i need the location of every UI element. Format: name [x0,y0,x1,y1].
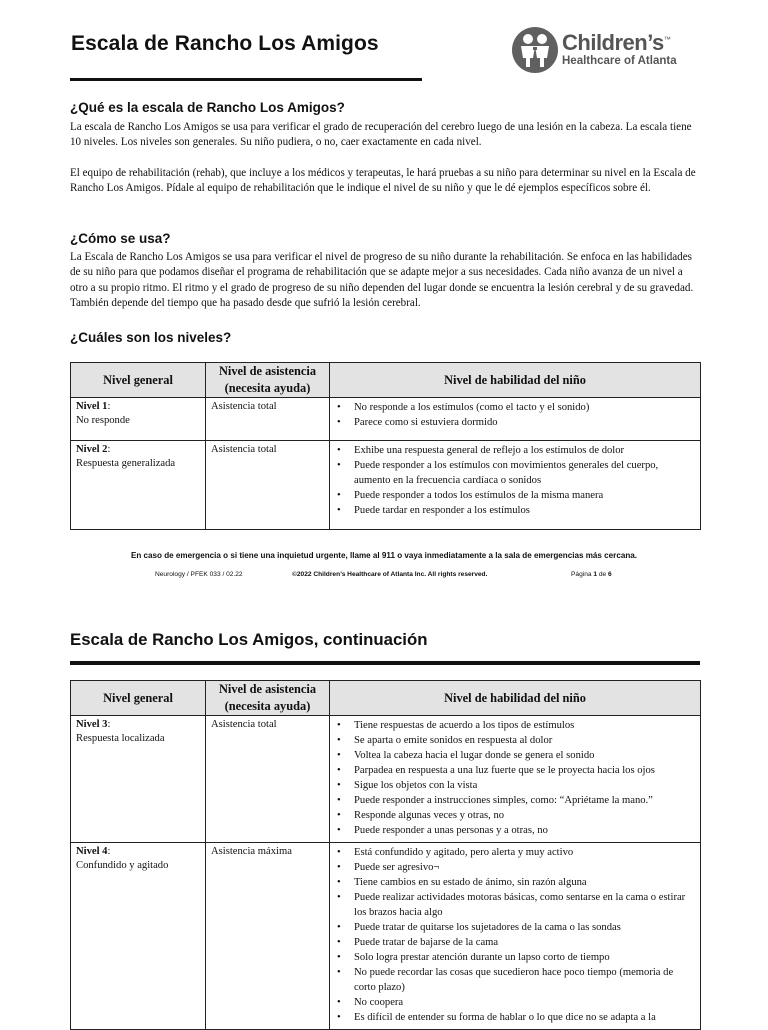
copyright: ©2022 Children’s Healthcare of Atlanta Inc. All rights reserved. [292,571,488,578]
list-item: • Puede responder a todos los estímulos de la misma manera [335,488,695,503]
list-item: • Puede responder a unas personas y a otras, no [335,823,695,838]
list-item: • Responde algunas veces y otras, no [335,808,695,823]
list-item: • Tiene cambios en su estado de ánimo, sin razón alguna [335,875,695,890]
level-label: Nivel 1 [76,401,108,412]
level-cell: Nivel 2: Respuesta generalizada [71,441,206,530]
table-row [71,716,701,843]
table-header-row [71,363,701,398]
level-description: Confundido y agitado [76,860,169,871]
title-rule [70,78,422,81]
list-item: • Puede ser agresivo¬ [335,860,695,875]
what-paragraph-2: El equipo de rehabilitación (rehab), que incluye a los médicos y terapeutas, le hará pruebas a su niño para determinar su nivel en la Escala de Rancho Los Amigos. Pídale al equipo de rehabilitación que le indique el nivel de su niño y que le dé ejemplos específicos sobre él. [70,167,696,195]
continuation-title: Escala de Rancho Los Amigos, continuación [70,630,428,649]
list-item: • Puede tardar en responder a los estímulos [335,503,695,518]
list-item: • Es difícil de entender su forma de hablar o lo que dice no se adapta a la [335,1010,695,1025]
list-item: • Sigue los objetos con la vista [335,778,695,793]
page-number: 1 [593,571,598,578]
logo-name: Children’s [562,30,664,55]
page-total: 6 [608,571,612,578]
table-row [71,843,701,1030]
assistance-cell: Asistencia total [206,716,330,843]
list-item: • Puede responder a los estímulos con movimientos generales del cuerpo, aumento en la frecuencia cardíaca o sonidos [335,458,695,488]
list-item: • Exhibe una respuesta general de reflejo a los estímulos de dolor [335,443,695,458]
level-cell: Nivel 4: Confundido y agitado [71,843,206,1030]
continuation-rule [70,661,700,665]
header-nivel-asistencia: Nivel de asistencia (necesita ayuda) [206,363,330,398]
level-label: Nivel 2 [76,444,108,455]
level-description: Respuesta localizada [76,733,165,744]
emergency-notice: En caso de emergencia o si tiene una inquietud urgente, llame al 911 o vaya inmediatamente a la sala de emergencias más cercana. [130,551,638,560]
assistance-cell: Asistencia máxima [206,843,330,1030]
childrens-healthcare-logo [512,27,702,75]
list-item: • Puede tratar de quitarse los sujetadores de la cama o las sondas [335,920,695,935]
list-item: • No puede recordar las cosas que sucedieron hace poco tiempo (memoria de corto plazo) [335,965,695,995]
header-nivel-general: Nivel general [71,363,206,398]
header-nivel-habilidad: Nivel de habilidad del niño [330,681,701,716]
page-title: Escala de Rancho Los Amigos [71,32,379,55]
page-prefix: Página [571,571,594,578]
list-item: • Está confundido y agitado, pero alerta y muy activo [335,845,695,860]
list-item: • No responde a los estímulos (como el tacto y el sonido) [335,400,695,415]
level-description: Respuesta generalizada [76,458,176,469]
document-code: Neurology / PFEK 033 / 02.22 [155,571,243,578]
header-nivel-habilidad: Nivel de habilidad del niño [330,363,701,398]
abilities-cell [330,716,701,843]
assistance-cell: Asistencia total [206,398,330,441]
list-item: • Solo logra prestar atención durante un lapso corto de tiempo [335,950,695,965]
levels-heading: ¿Cuáles son los niveles? [70,330,232,345]
list-item: • No coopera [335,995,695,1010]
level-label: Nivel 4 [76,846,108,857]
logo-trademark: ™ [663,36,671,44]
abilities-cell [330,398,701,441]
list-item: • Voltea la cabeza hacia el lugar donde se genera el sonido [335,748,695,763]
table-row [71,441,701,530]
levels-table-page-2 [70,680,701,1030]
list-item: • Puede tratar de bajarse de la cama [335,935,695,950]
how-heading: ¿Cómo se usa? [70,231,171,246]
logo-subtitle: Healthcare of Atlanta [562,55,677,67]
page-indicator [571,571,612,578]
table-header-row [71,681,701,716]
children-figures-icon [512,27,558,73]
page-of: de [597,571,609,578]
list-item: • Puede realizar actividades motoras básicas, como sentarse en la cama o estirar los brazos hacia algo [335,890,695,920]
list-item: • Parece como si estuviera dormido [335,415,695,430]
header-nivel-asistencia: Nivel de asistencia (necesita ayuda) [206,681,330,716]
assistance-cell: Asistencia total [206,441,330,530]
what-paragraph-1: La escala de Rancho Los Amigos se usa para verificar el grado de recuperación del cerebro luego de una lesión en la cabeza. La escala tiene 10 niveles. Los niveles son generales. Su niño pudiera, o no, caer exactamente en cada nivel. [70,121,692,149]
list-item: • Tiene respuestas de acuerdo a los tipos de estímulos [335,718,695,733]
levels-table-page-1 [70,362,701,530]
list-item: • Se aparta o emite sonidos en respuesta al dolor [335,733,695,748]
children-figures-logo-icon [512,27,558,73]
level-cell: Nivel 1: No responde [71,398,206,441]
how-paragraph: La Escala de Rancho Los Amigos se usa para verificar el nivel de progreso de su niño durante la rehabilitación. Se enfoca en las habilidades de su niño para que podamos diseñar el programa de rehabilitación que se adapte mejor a sus necesidades. Cada niño avanza de un nivel a otro a su propio ritmo. El ritmo y el grado de progreso de su niño dependen del lugar donde se encuentra la lesión cerebral y de su gravedad. También depende del tiempo que ha pasado desde que sufrió la lesión cerebral. [70,251,694,309]
what-heading: ¿Qué es la escala de Rancho Los Amigos? [70,100,345,115]
abilities-cell [330,441,701,530]
level-cell: Nivel 3: Respuesta localizada [71,716,206,843]
list-item: • Parpadea en respuesta a una luz fuerte que se le proyecta hacia los ojos [335,763,695,778]
level-description: No responde [76,415,130,426]
table-row [71,398,701,441]
abilities-cell [330,843,701,1030]
level-label: Nivel 3 [76,719,108,730]
header-nivel-general: Nivel general [71,681,206,716]
list-item: • Puede responder a instrucciones simples, como: “Apriétame la mano.” [335,793,695,808]
